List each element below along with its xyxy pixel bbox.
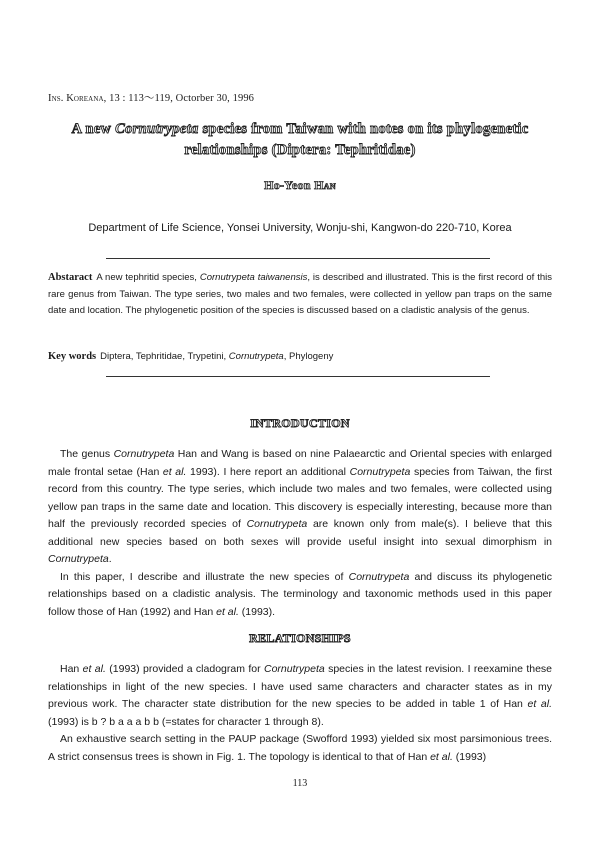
divider-bottom — [106, 376, 490, 377]
journal-name: Ins. Koreana — [48, 93, 104, 104]
author-name: Ho-Yeon Han — [264, 178, 336, 192]
page-number: 113 — [292, 778, 308, 789]
keywords: Key words Diptera, Tephritidae, Trypetini, Cornutrypeta, Phylogeny — [48, 351, 334, 362]
section-heading-introduction: INTRODUCTION — [250, 416, 350, 430]
abstract: Abstaract A new tephritid species, Cornutrypeta taiwanensis, is described and illustrated. This is the first record of this rare genus from Taiwan. The type series, two males and two females, were collected in yellow pan traps on the same date and location. The phylogenetic position of the species is discussed based on a cladistic analysis of the genus. — [48, 272, 552, 316]
divider-top — [106, 258, 490, 259]
relationships-paragraph-1: Han et al. (1993) provided a cladogram for Cornutrypeta species in the latest revision. I reexamine these relationships in light of the new species. I have used same characters and character states as in my previous work. The character state distribution for the new species to be added in table 1 of Han et al. (1993) is b ? b a a a b b (=states for character 1 through 8). — [48, 663, 553, 728]
author-affiliation: Department of Life Science, Yonsei University, Wonju-shi, Kangwon-do 220-710, Korea — [88, 222, 512, 234]
journal-citation — [48, 90, 254, 105]
introduction-body — [48, 446, 552, 621]
relationships-paragraph-2: An exhaustive search setting in the PAUP package (Swofford 1993) yielded six most parsimonious trees. A strict consensus trees is shown in Fig. 1. The topology is identical to that of Han et al. (1993) — [48, 733, 552, 763]
species-name: Cornutrypeta taiwanensis — [199, 272, 308, 283]
relationships-body — [48, 661, 552, 766]
title-genus: Cornutrypeta — [115, 121, 199, 137]
introduction-paragraph-1: The genus Cornutrypeta Han and Wang is based on nine Palaearctic and Oriental species with enlarged male frontal setae (Han et al. 1993). I here report an additional Cornutrypeta species from Taiwan, the first record from this country. The type series, which include two males and two females, were collected using yellow pan traps in the same date and location. This discovery is especially interesting, because more than half the previously recorded species of Cornutrypeta are known only from male(s). I believe that this additional new species based on both sexes will provide useful insight into sexual dimorphism in Cornutrypeta. — [48, 448, 552, 565]
journal-issue: , 13 : 113～119, Octorber 30, 1996 — [103, 93, 255, 104]
paper-title: A new Cornutrypeta species from Taiwan with notes on its phylogenetic relationships (Diptera: Tephritidae) — [71, 121, 529, 158]
abstract-label: Abstaract — [48, 272, 93, 283]
introduction-paragraph-2: In this paper, I describe and illustrate the new species of Cornutrypeta and discuss its phylogenetic relationships based on a cladistic analysis. The terminology and taxonomic methods used in this paper follow those of Han (1992) and Han et al. (1993). — [48, 570, 552, 618]
keywords-label: Key words — [48, 351, 97, 362]
section-heading-relationships: RELATIONSHIPS — [249, 631, 351, 645]
